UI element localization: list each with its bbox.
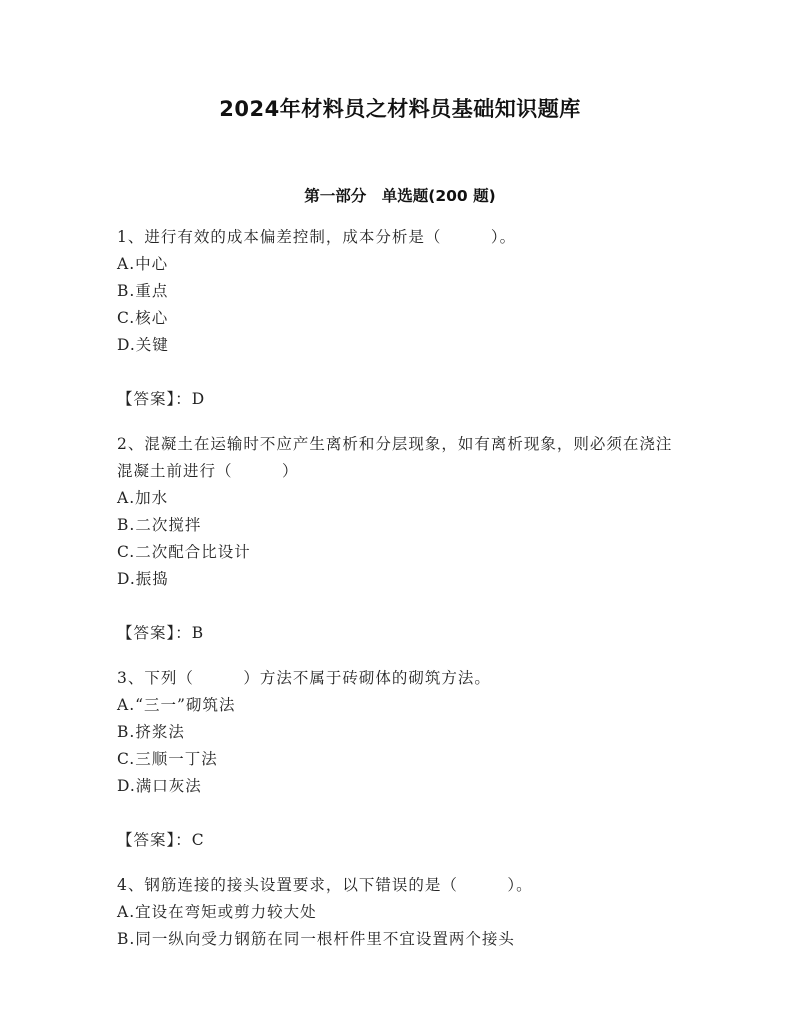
question-stem: 2、混凝土在运输时不应产生离析和分层现象，如有离析现象，则必须在浇注混凝土前进行（ ）: [117, 435, 673, 480]
section-title: 第一部分 单选题(200 题): [304, 187, 496, 205]
option-a: A.加水: [117, 489, 169, 507]
answer-line: 【答案】：D: [117, 390, 206, 408]
option-b: B.重点: [117, 282, 169, 300]
option-b: B.挤浆法: [117, 723, 185, 741]
option-a: A.“三一”砌筑法: [117, 696, 236, 714]
answer-line: 【答案】：C: [117, 831, 205, 849]
question-list: [117, 224, 687, 953]
option-b: B.同一纵向受力钢筋在同一根杆件里不宜设置两个接头: [117, 930, 515, 948]
answer-line: 【答案】：B: [117, 624, 205, 642]
option-b: B.二次搅拌: [117, 516, 202, 534]
question-item: [117, 431, 687, 647]
option-a: A.中心: [117, 255, 169, 273]
question-stem: 1、进行有效的成本偏差控制，成本分析是（ ）。: [117, 228, 517, 246]
option-a: A.宜设在弯矩或剪力较大处: [117, 903, 317, 921]
question-stem: 3、下列（ ）方法不属于砖砌体的砌筑方法。: [117, 669, 491, 687]
question-stem: 4、钢筋连接的接头设置要求，以下错误的是（ ）。: [117, 876, 533, 894]
option-d: D.振捣: [117, 570, 169, 588]
question-item: [117, 224, 687, 413]
option-d: D.满口灰法: [117, 777, 202, 795]
question-item: [117, 665, 687, 854]
option-c: C.三顺一丁法: [117, 750, 218, 768]
option-d: D.关键: [117, 336, 169, 354]
question-item: [117, 872, 687, 953]
option-c: C.二次配合比设计: [117, 543, 251, 561]
option-c: C.核心: [117, 309, 169, 327]
document-title: 2024年材料员之材料员基础知识题库: [219, 97, 581, 121]
